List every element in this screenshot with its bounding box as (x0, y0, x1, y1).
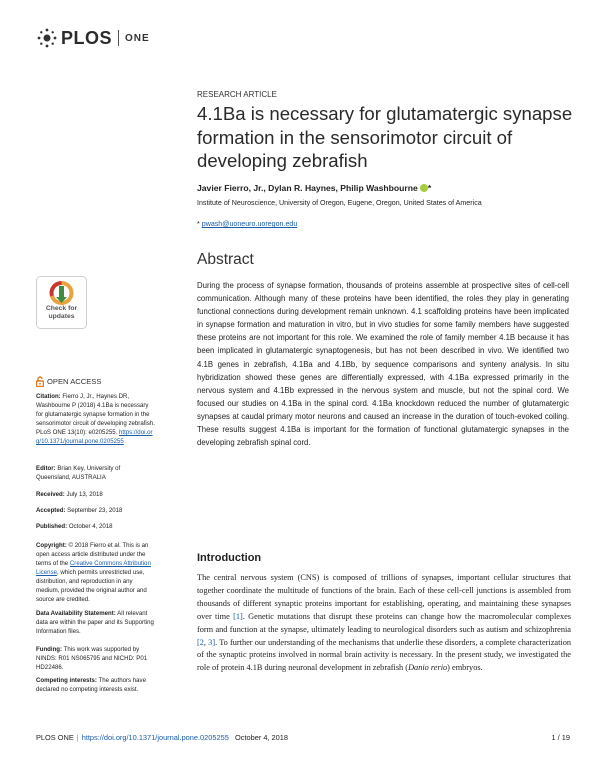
funding-text: This work was supported by NINDS: R01 NS065795 and NICHD: P01 HD22486. (36, 646, 148, 671)
reference-separator: , (203, 637, 209, 647)
open-access-label (36, 376, 101, 387)
journal-sub: ONE (125, 32, 150, 44)
intro-text-1: The central nervous system (CNS) is composed of trillions of synapses, important cellular structures that together coordinate the multitude of functions of the brain. Each of these cell-cell junctions is assembled from thousands of different synaptic proteins important for establishing, operating, and maintaining these synapses over time (197, 573, 571, 621)
accepted-date: September 23, 2018 (67, 507, 123, 514)
check-for-updates-badge[interactable] (36, 276, 87, 329)
introduction-text (197, 572, 571, 675)
editor-text: Brian Key, University of Queensland, AUSTRALIA (36, 465, 121, 481)
published-label: Published: (36, 523, 68, 530)
citation-block (36, 392, 156, 446)
footer-journal: PLOS ONE (36, 733, 74, 742)
email-star: * (197, 220, 200, 228)
competing-interests-block (36, 676, 156, 694)
published-block (36, 522, 156, 531)
article-title: 4.1Ba is necessary for glutamatergic synapse formation in the sensorimotor circuit of developing zebrafish (197, 103, 573, 171)
corresponding-mark: * (427, 183, 432, 193)
intro-text-2: . Genetic mutations that disrupt these proteins can change how the macromolecular complexes form and function at the synapse, ultimately leading to neurological disorders such as autism and schizophrenia (197, 611, 572, 634)
author-list (197, 183, 431, 193)
citation-doi-link[interactable]: https://doi.org/10.1371/journal.pone.0205255 (36, 429, 153, 445)
journal-mark: PLOS (61, 27, 113, 48)
corresponding-email (197, 220, 297, 228)
open-lock-icon (36, 376, 44, 387)
open-access-text: OPEN ACCESS (47, 377, 102, 386)
badge-line-1: Check for (45, 305, 78, 312)
accepted-label: Accepted: (36, 507, 66, 514)
intro-text-3: . To further our understanding of the mechanisms that underlie these disorders, a complete characterization of the synaptic proteins involved in normal brain activity is necessary. In the present study, we investigated the role of protein 4.1B during neuronal development in zebrafish ( (197, 637, 571, 673)
footer-date: October 4, 2018 (235, 733, 289, 742)
footer-separator: | (76, 733, 79, 742)
intro-text-4: ) embryos. (447, 663, 483, 673)
badge-line-2: updates (48, 313, 75, 320)
funding-block (36, 645, 156, 672)
logo-divider (118, 30, 119, 46)
email-link[interactable]: pwash@uoneuro.uoregon.edu (201, 220, 298, 228)
reference-link[interactable]: 3] (208, 637, 216, 647)
copyright-text: © 2018 Fierro et al. This is an open access article distributed under the terms of the (36, 542, 149, 567)
data-availability-text: All relevant data are within the paper and its Supporting Information files. (36, 610, 154, 635)
plos-logo-icon (36, 27, 58, 49)
check-for-updates-label (36, 305, 87, 321)
license-link[interactable]: Creative Commons Attribution License (36, 560, 151, 576)
funding-label: Funding: (36, 646, 63, 653)
abstract-text: During the process of synapse formation, thousands of proteins assemble at prospective sites of cell-cell communication. Although many of these proteins have been identified, the roles they play in generating functional connections during development remain unknown. 4.1 scaffolding proteins have been implicated in synapse formation and maturation in vitro, but in vivo studies for some family members have suggested these proteins are not important for this role. We examined the role of family member 4.1B because it has been implicated in glutamatergic synaptogenesis, but has not been described in vivo. We identified two 4.1B genes in zebrafish, 4.1Ba and 4.1Bb, by sequence comparisons and synteny analysis. In situ hybridization showed these genes are differentially expressed, with 4.1Ba expressed primarily in the nervous system and 4.1Bb expressed in the nervous system and muscle, but not the spinal cord. We focused our studies on 4.1Ba in the spinal cord. 4.1Ba knockdown reduced the number of glutamatergic synapses at caudal primary motor neurons and caused an increase in the duration of touch-evoked coiling. These results suggest 4.1Ba is important for the formation of functional glutamatergic synapses in the developing zebrafish spinal cord. (197, 281, 569, 448)
reference-link[interactable]: [1] (233, 611, 243, 621)
competing-interests-label: Competing interests: (36, 677, 97, 684)
author-names: Javier Fierro, Jr., Dylan R. Haynes, Philip Washbourne (197, 183, 418, 193)
editor-label: Editor: (36, 465, 56, 472)
introduction-heading: Introduction (197, 552, 262, 564)
affiliation: Institute of Neuroscience, University of Oregon, Eugene, Oregon, United States of America (197, 199, 482, 207)
page-number: 1 / 19 (551, 733, 570, 742)
data-availability-block (36, 609, 156, 636)
article-type: RESEARCH ARTICLE (197, 90, 277, 99)
accepted-block (36, 506, 156, 515)
competing-interests-text: The authors have declared no competing interests exist. (36, 677, 146, 693)
received-block (36, 490, 156, 499)
page-footer (36, 733, 288, 742)
copyright-text-end: , which permits unrestricted use, distribution, and reproduction in any medium, provided the original author and source are credited. (36, 569, 147, 603)
abstract-heading: Abstract (197, 251, 254, 268)
received-label: Received: (36, 491, 65, 498)
citation-label: Citation: (36, 393, 61, 400)
data-availability-label: Data Availability Statement: (36, 610, 116, 617)
copyright-block (36, 541, 156, 604)
published-date: October 4, 2018 (68, 523, 113, 530)
footer-doi-link[interactable]: https://doi.org/10.1371/journal.pone.0205255 (81, 733, 229, 742)
citation-text: Fierro J, Jr., Haynes DR, Washbourne P (2018) 4.1Ba is necessary for glutamatergic synapse formation in the sensorimotor circuit of developing zebrafish. PLoS ONE 13(10): e0205255. (36, 393, 155, 436)
orcid-icon[interactable] (420, 184, 428, 192)
reference-link[interactable]: [2 (197, 637, 204, 647)
journal-logo[interactable] (36, 27, 150, 49)
editor-block (36, 464, 156, 482)
copyright-label: Copyright: (36, 542, 67, 549)
received-date: July 13, 2018 (66, 491, 103, 498)
species-name: Danio rerio (408, 663, 448, 673)
